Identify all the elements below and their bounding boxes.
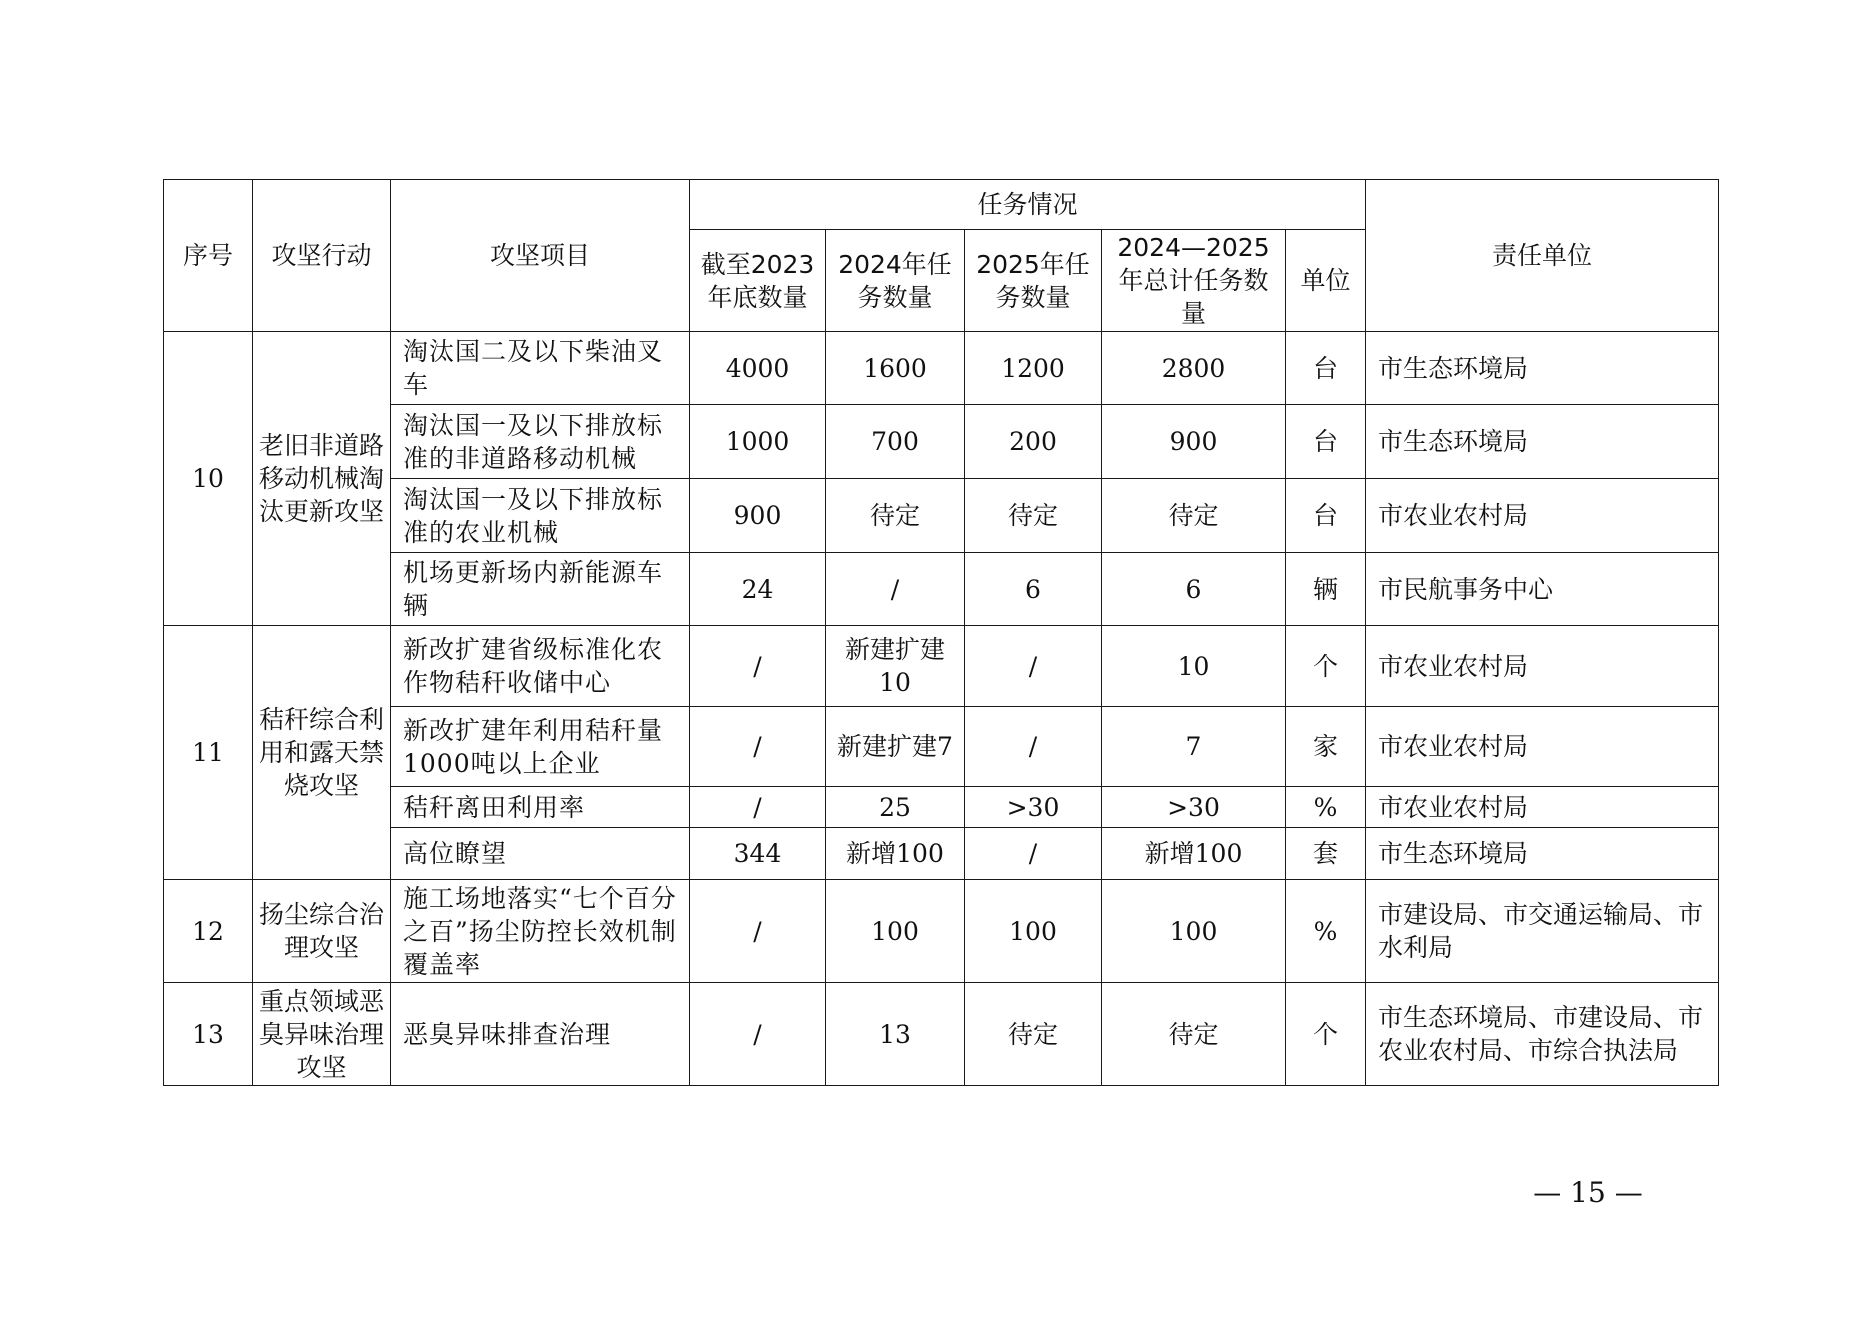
row-unit: 台 [1286,332,1366,405]
row-project: 新改扩建省级标准化农作物秸秆收储中心 [391,626,690,707]
row-responsible: 市生态环境局 [1366,405,1719,479]
row-project: 高位瞭望 [391,828,690,880]
header-project: 攻坚项目 [391,180,690,332]
row-unit: 台 [1286,479,1366,553]
table-row [164,405,1719,479]
row-v2024: 1600 [826,332,965,405]
table-row [164,787,1719,828]
row-v2024: 新建扩建10 [826,626,965,707]
row-total: 新增100 [1102,828,1286,880]
row-total: >30 [1102,787,1286,828]
row-v2025: / [965,707,1102,787]
row-v2024: 待定 [826,479,965,553]
row-v2025: 待定 [965,983,1102,1086]
group-action: 重点领域恶臭异味治理攻坚 [253,983,391,1086]
row-v2023: / [690,983,826,1086]
group-seq: 11 [164,626,253,880]
group-seq: 10 [164,332,253,626]
header-col-2024: 2024年任务数量 [826,230,965,332]
row-v2023: 1000 [690,405,826,479]
row-total: 10 [1102,626,1286,707]
row-v2024: 13 [826,983,965,1086]
row-responsible: 市农业农村局 [1366,707,1719,787]
row-total: 100 [1102,880,1286,983]
header-responsible: 责任单位 [1366,180,1719,332]
table-body [164,332,1719,1086]
row-v2023: / [690,707,826,787]
row-project: 机场更新场内新能源车辆 [391,553,690,626]
row-unit: 台 [1286,405,1366,479]
group-action: 秸秆综合利用和露天禁烧攻坚 [253,626,391,880]
header-col-total: 2024—2025年总计任务数量 [1102,230,1286,332]
row-v2024: 新增100 [826,828,965,880]
row-responsible: 市生态环境局 [1366,828,1719,880]
header-col-2025: 2025年任务数量 [965,230,1102,332]
row-v2025: >30 [965,787,1102,828]
row-project: 淘汰国一及以下排放标准的农业机械 [391,479,690,553]
row-responsible: 市农业农村局 [1366,787,1719,828]
row-v2024: 新建扩建7 [826,707,965,787]
row-v2024: 100 [826,880,965,983]
task-table [163,179,1719,1086]
row-project: 新改扩建年利用秸秆量1000吨以上企业 [391,707,690,787]
row-v2025: 100 [965,880,1102,983]
header-seq: 序号 [164,180,253,332]
row-unit: 个 [1286,983,1366,1086]
row-project: 淘汰国一及以下排放标准的非道路移动机械 [391,405,690,479]
row-v2023: 4000 [690,332,826,405]
row-v2023: / [690,787,826,828]
row-total: 待定 [1102,479,1286,553]
row-responsible: 市生态环境局、市建设局、市农业农村局、市综合执法局 [1366,983,1719,1086]
row-project: 恶臭异味排查治理 [391,983,690,1086]
row-responsible: 市民航事务中心 [1366,553,1719,626]
row-project: 淘汰国二及以下柴油叉车 [391,332,690,405]
row-unit: 套 [1286,828,1366,880]
row-v2025: / [965,828,1102,880]
row-project: 施工场地落实“七个百分之百”扬尘防控长效机制覆盖率 [391,880,690,983]
row-unit: % [1286,880,1366,983]
group-seq: 13 [164,983,253,1086]
row-v2023: 24 [690,553,826,626]
group-seq: 12 [164,880,253,983]
table-row [164,707,1719,787]
row-responsible: 市农业农村局 [1366,479,1719,553]
row-v2024: 700 [826,405,965,479]
table-header [164,180,1719,332]
row-v2024: 25 [826,787,965,828]
group-action: 老旧非道路移动机械淘汰更新攻坚 [253,332,391,626]
group-action: 扬尘综合治理攻坚 [253,880,391,983]
row-v2025: 1200 [965,332,1102,405]
row-project: 秸秆离田利用率 [391,787,690,828]
table-row [164,332,1719,405]
row-responsible: 市生态环境局 [1366,332,1719,405]
row-v2025: / [965,626,1102,707]
page-number: — 15 — [1533,1176,1643,1209]
row-v2023: / [690,626,826,707]
header-col-2023: 截至2023年底数量 [690,230,826,332]
header-col-unit: 单位 [1286,230,1366,332]
table-row [164,479,1719,553]
row-v2025: 待定 [965,479,1102,553]
row-unit: 家 [1286,707,1366,787]
header-action: 攻坚行动 [253,180,391,332]
row-total: 900 [1102,405,1286,479]
row-v2025: 200 [965,405,1102,479]
row-unit: % [1286,787,1366,828]
row-v2024: / [826,553,965,626]
row-total: 6 [1102,553,1286,626]
row-responsible: 市建设局、市交通运输局、市水利局 [1366,880,1719,983]
row-unit: 个 [1286,626,1366,707]
row-v2023: / [690,880,826,983]
table-row [164,626,1719,707]
row-total: 2800 [1102,332,1286,405]
row-total: 7 [1102,707,1286,787]
row-v2025: 6 [965,553,1102,626]
row-v2023: 900 [690,479,826,553]
row-unit: 辆 [1286,553,1366,626]
row-v2023: 344 [690,828,826,880]
table-row [164,983,1719,1086]
table-row [164,553,1719,626]
header-task-group: 任务情况 [690,180,1366,230]
row-total: 待定 [1102,983,1286,1086]
table-row [164,880,1719,983]
table-row [164,828,1719,880]
row-responsible: 市农业农村局 [1366,626,1719,707]
